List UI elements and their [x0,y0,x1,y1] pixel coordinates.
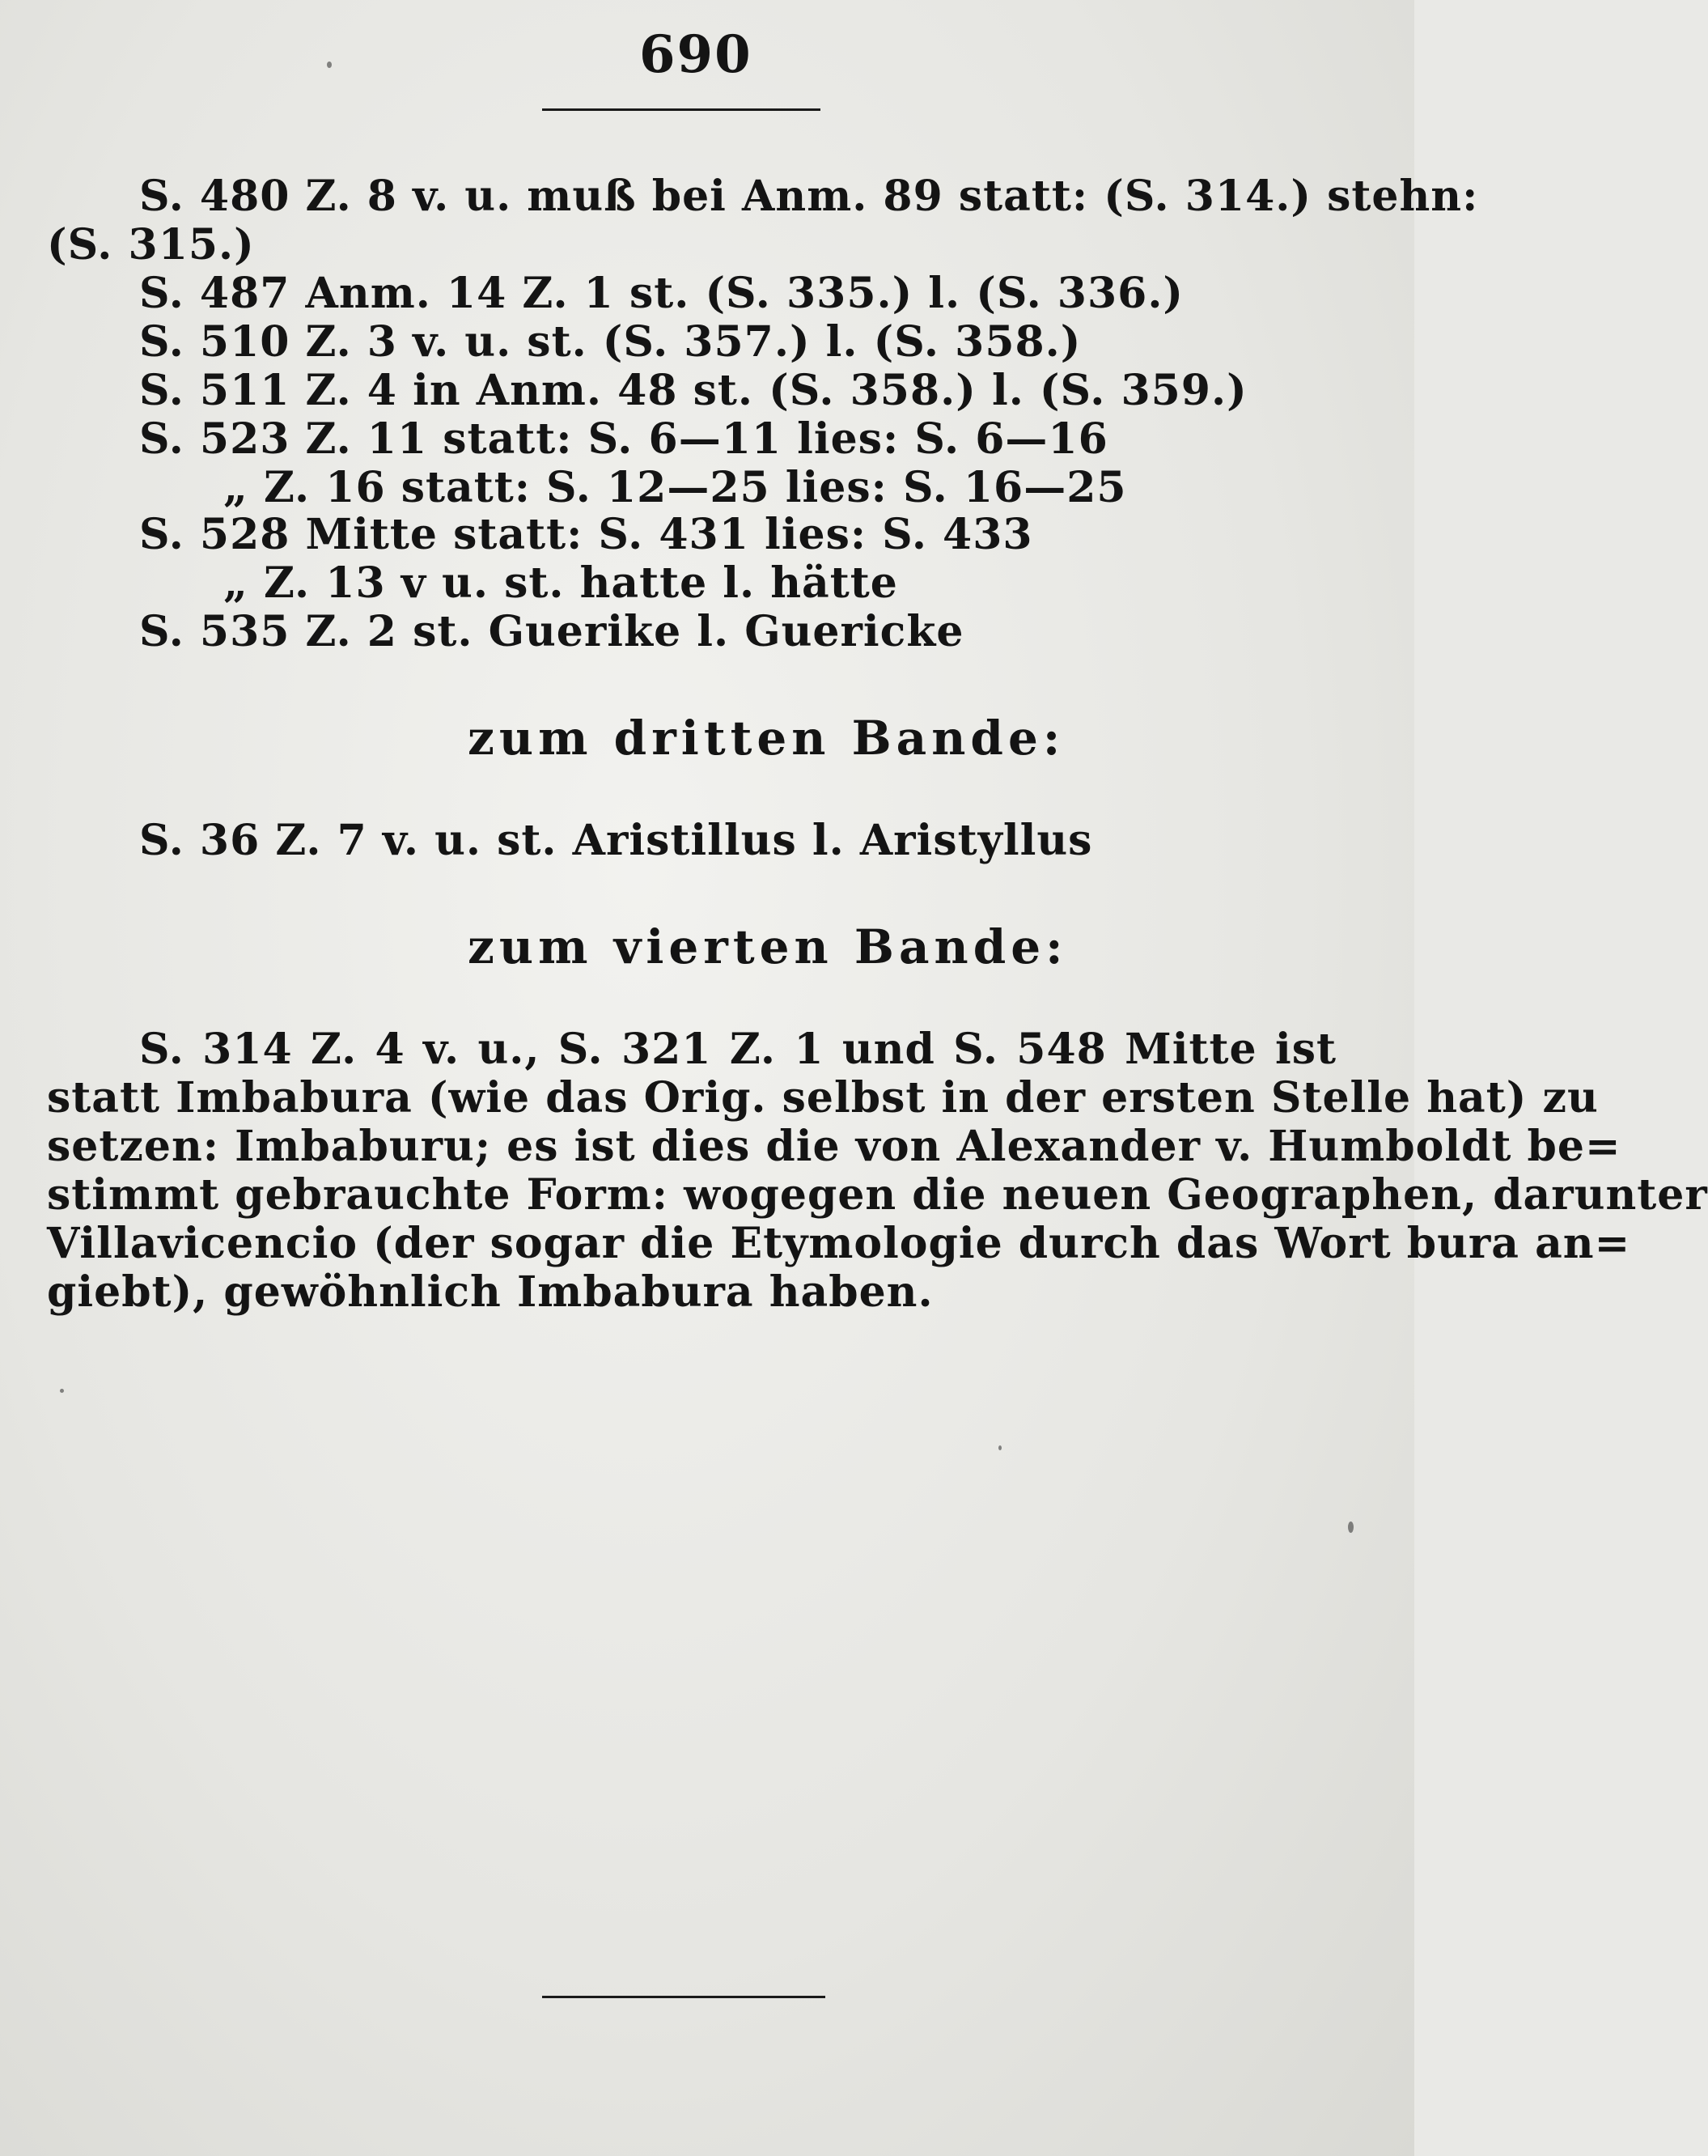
top-rule [542,108,820,111]
heading-fourth-volume: zum vierten Bande: [468,919,1068,974]
errata-line-8: S. 528 Mitte statt: S. 431 lies: S. 433 [139,510,1033,559]
errata-line-9: „ Z. 13 v u. st. hatte l. hätte [223,558,898,608]
bottom-rule [542,1996,825,1998]
fourth-volume-line-2: statt Imbabura (wie das Orig. selbst in der ersten Stelle hat) zu [47,1073,1599,1123]
errata-line-1: S. 480 Z. 8 v. u. muß bei Anm. 89 statt: (S. 314.) stehn: [139,172,1479,221]
errata-line-2: (S. 315.) [47,220,255,270]
scan-speck [998,1445,1002,1450]
page-number: 690 [639,24,752,85]
third-volume-line: S. 36 Z. 7 v. u. st. Aristillus l. Aristyllus [139,816,1093,865]
fourth-volume-line-3: setzen: Imbaburu; es ist dies die von Alexander v. Humboldt be= [47,1122,1621,1171]
errata-line-4: S. 510 Z. 3 v. u. st. (S. 357.) l. (S. 358.) [139,317,1082,367]
scan-speck [60,1389,64,1393]
fourth-volume-line-6: giebt), gewöhnlich Imbabura haben. [47,1267,934,1317]
errata-line-7: „ Z. 16 statt: S. 12—25 lies: S. 16—25 [223,463,1127,512]
fourth-volume-line-5: Villavicencio (der sogar die Etymologie durch das Wort bura an= [47,1219,1631,1268]
errata-line-6: S. 523 Z. 11 statt: S. 6—11 lies: S. 6—16 [139,414,1108,464]
heading-third-volume: zum dritten Bande: [468,711,1066,766]
errata-line-5: S. 511 Z. 4 in Anm. 48 st. (S. 358.) l. (S. 359.) [139,366,1248,415]
fourth-volume-line-1: S. 314 Z. 4 v. u., S. 321 Z. 1 und S. 548 Mitte ist [139,1025,1337,1074]
fourth-volume-line-4: stimmt gebrauchte Form: wogegen die neuen Geographen, darunter [47,1170,1708,1220]
errata-line-3: S. 487 Anm. 14 Z. 1 st. (S. 335.) l. (S. 336.) [139,269,1185,318]
scan-speck [327,62,332,68]
errata-line-10: S. 535 Z. 2 st. Guerike l. Guericke [139,607,964,656]
scan-speck [1348,1522,1354,1533]
